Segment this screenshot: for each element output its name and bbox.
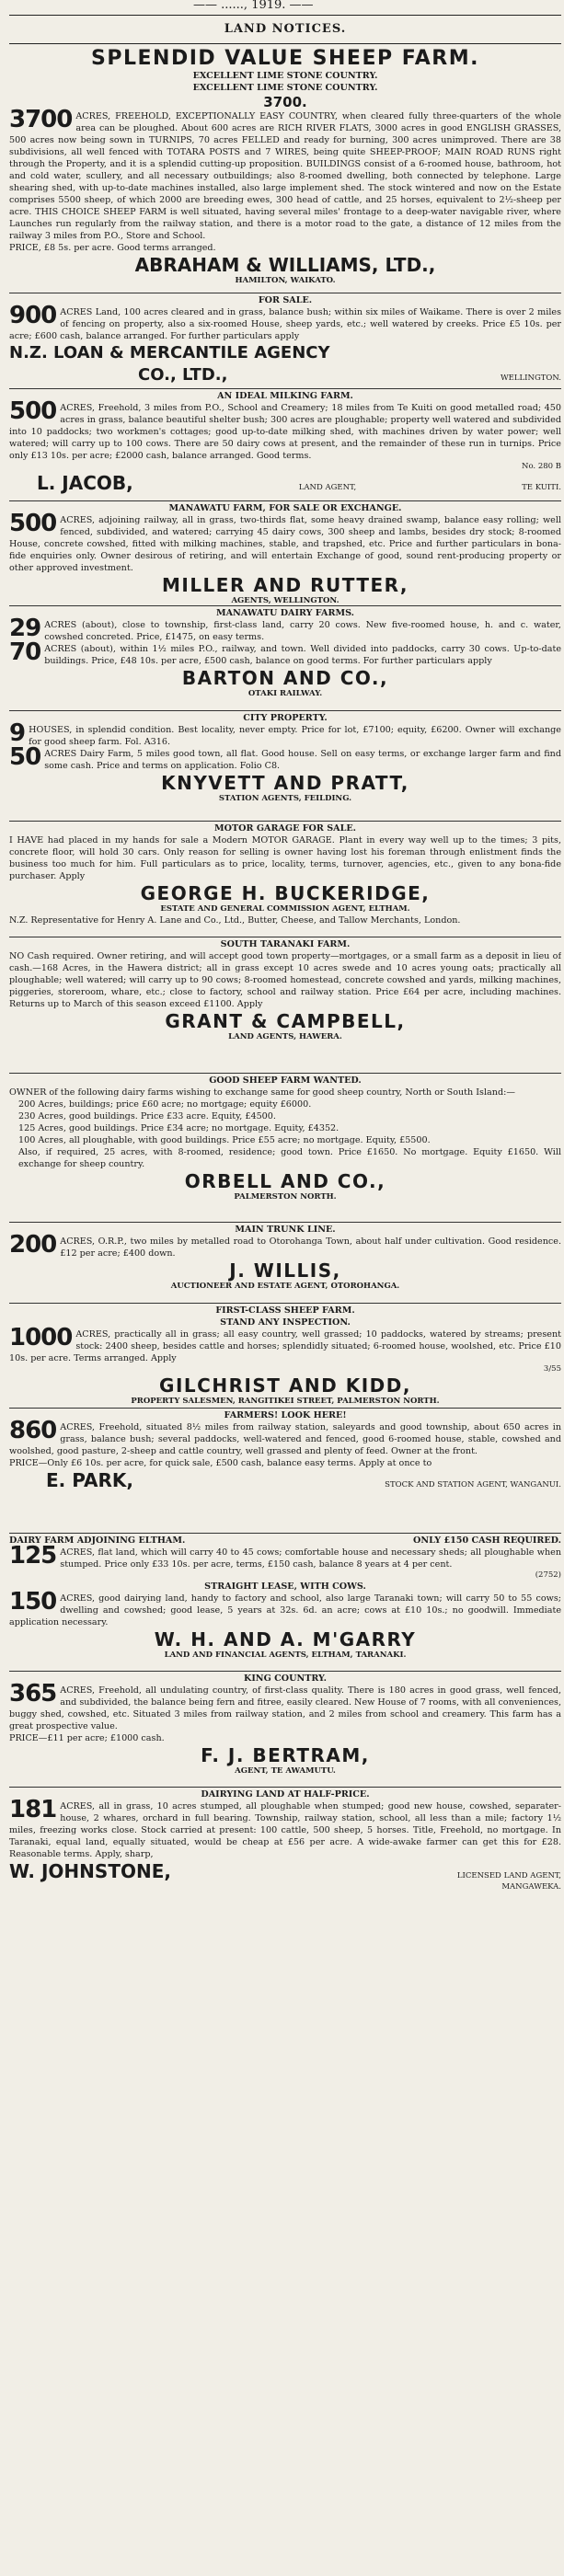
ad-place: STATION AGENTS, FEILDING. <box>218 794 352 803</box>
ad-agent: L. JACOB, <box>37 472 133 494</box>
ad-body: ACRES, Freehold, all undulating country, of first-class quality. There is 180 acres in good grass, well fenced, and subdivided, the balance being fern and fitree, easily cleared. New House of 7 rooms, with all conveniences, buggy shed, cowshed, etc. Situated 3 miles from railway station, and 2 miles from school and creamery. This farm has a great prospective value. <box>9 1685 561 1731</box>
ad-for-sale-nz-loan <box>9 294 561 389</box>
ad-subtitle: EXCELLENT LIME STONE COUNTRY. <box>192 83 378 93</box>
ad-body: I HAVE had placed in my hands for sale a Modern MOTOR GARAGE. Plant in every way well up to the times; 3 pits, concrete floor, will hold 30 cars. Only reason for selling is owner having lost his foreman through enlistment finds the business too much for him. Full particulars as to price, locality, terms, turnover, agencies, etc., given to any bona-fide purchaser. Apply <box>9 835 561 881</box>
ad-listing-line: 200 Acres, buildings; price £60 acre; no mortgage; equity £6000. <box>18 1099 312 1110</box>
ad-acreage: 9 <box>9 719 26 747</box>
ad-reference: (2752) <box>535 1570 561 1580</box>
ad-role: LICENSED LAND AGENT, <box>456 1871 561 1880</box>
ad-heading: MANAWATU DAIRY FARMS. <box>215 608 355 618</box>
ad-acreage: 125 <box>9 1542 57 1570</box>
ad-body: ACRES, adjoining railway, all in grass, two-thirds flat, some heavy drained swamp, balance easy rolling; well fenced, subdivided, and watered; carrying 45 dairy cows, 300 sheep and lambs, besides dry stock; 8-roomed House, concrete cowshed, fitted with milking machines, stable, and trapshed, etc. Price and further particulars in bona-fide enquiries only. Owner desirous of retiring, and will entertain Exchange of good, sound rent-producing property or other approved investment. <box>9 515 561 573</box>
ad-place: AGENTS, WELLINGTON. <box>231 596 340 605</box>
ad-subheading: STAND ANY INSPECTION. <box>220 1317 351 1328</box>
ad-first-class-sheep-farm <box>9 1305 561 1409</box>
ad-body: ACRES (about), within 1½ miles P.O., railway, and town. Well divided into paddocks, carry 30 cows. Up-to-date buildings. Price, £48 10s. per acre, £500 cash, balance on good terms. For further particulars apply <box>44 644 561 666</box>
ad-agent: ABRAHAM & WILLIAMS, LTD., <box>134 254 436 276</box>
ad-price: PRICE—Only £6 10s. per acre, for quick sale, £500 cash, balance easy terms. Apply at once to <box>9 1458 432 1468</box>
ad-heading: DAIRY FARM ADJOINING ELTHAM. <box>9 1535 186 1546</box>
ad-acreage: 29 <box>9 615 41 642</box>
ad-farmers-look-here <box>9 1409 561 1534</box>
ad-heading-right: ONLY £150 CASH REQUIRED. <box>413 1535 561 1546</box>
ad-role: ESTATE AND GENERAL COMMISSION AGENT, ELTHAM. <box>160 904 410 914</box>
ad-heading: FIRST-CLASS SHEEP FARM. <box>215 1305 355 1316</box>
ad-agent: BARTON AND CO., <box>181 667 389 689</box>
ad-price: PRICE, £8 5s. per acre. Good terms arranged. <box>9 243 216 253</box>
ad-figure: 3700. <box>263 94 307 110</box>
ad-place: PALMERSTON NORTH. <box>234 1192 337 1202</box>
ad-heading: MANAWATU FARM, FOR SALE OR EXCHANGE. <box>168 503 402 513</box>
ad-ideal-milking-farm <box>9 390 561 501</box>
ad-place: STOCK AND STATION AGENT, WANGANUI. <box>385 1480 561 1489</box>
ad-reference: 3/55 <box>543 1364 561 1374</box>
ad-agent: F. J. BERTRAM, <box>201 1744 370 1766</box>
ad-place: PROPERTY SALESMEN, RANGITIKEI STREET, PALMERSTON NORTH. <box>131 1397 440 1406</box>
ad-body: ACRES, Freehold, situated 8½ miles from railway station, saleyards and good township, about 650 acres in grass, balance bush; several paddocks, well-watered and fenced, good 6-roomed house, stable, cowshed and woolshed, good pasture, 2-sheep and cattle country, well grassed and plenty of feed. Owner at the front. <box>9 1422 561 1456</box>
ad-motor-garage <box>9 822 561 937</box>
page-header-fragment: —— ......, 1919. —— <box>193 0 314 12</box>
ad-acreage: 500 <box>9 510 57 537</box>
section-title: LAND NOTICES. <box>9 15 561 44</box>
ad-body: ACRES, FREEHOLD, EXCEPTIONALLY EASY COUNTRY, when cleared fully three-quarters of the whole area can be ploughed. About 600 acres are RICH RIVER FLATS, 3000 acres in good ENGLISH GRASSES, 500 acres now being sown in TURNIPS, 70 acres FELLED and ready for burning, 300 acres unimproved. There are 38 subdivisions, all well fenced with TOTARA POSTS and 7 WIRES, being quite SHEEP-PROOF; MAIN ROAD RUNS right through the Property, and it is a splendid cutting-up proposition. BUILDINGS consist of a 6-roomed house, bathroom, hot and cold water, scullery, and all necessary outbuildings; also 8-roomed dwelling, both connected by telephone. Large shearing shed, with up-to-date machines installed, also large implement shed. The stock wintered and now on the Estate comprises 5500 sheep, of which 2000 are breeding ewes, 300 head of cattle, and 25 horses, equivalent to 2½-sheep per acre. THIS CHOICE SHEEP FARM is well situated, having several miles' frontage to a deep-water navigable river, where Launches run regularly from the railway station, and there is a motor road to the gate, a distance of 12 miles from the railway 3 miles from P.O., Store and School. <box>9 111 561 241</box>
ad-agent-line2: CO., LTD., <box>138 365 228 385</box>
ad-reference: Folio C8. <box>239 761 281 771</box>
ad-body: ACRES (about), close to township, first-class land, carry 20 cows. New five-roomed house, h. and c. water, cowshed concreted. Price, £1475, on easy terms. <box>44 620 561 642</box>
ad-body: ACRES, flat land, which will carry 40 to 45 cows; comfortable house and necessary sheds; all ploughable when stumped. Price only £33 10s. per acre, terms, £150 cash, balance 8 years at 4 per cent. <box>60 1547 561 1570</box>
ad-body: OWNER of the following dairy farms wishing to exchange same for good sheep country, North or South Island:— <box>9 1087 515 1098</box>
ad-acreage: 50 <box>9 743 41 771</box>
ad-eltham-dairy-farm <box>9 1535 561 1672</box>
ad-place: LAND AND FINANCIAL AGENTS, ELTHAM, TARANAKI. <box>164 1650 407 1660</box>
ad-listing-line: 125 Acres, good buildings. Price £34 acre; no mortgage. Equity, £4352. <box>18 1123 340 1133</box>
ad-city-property <box>9 712 561 822</box>
ad-place: TE KUITI. <box>522 483 561 492</box>
ad-heading: AN IDEAL MILKING FARM. <box>217 391 353 401</box>
ad-acreage: 1000 <box>9 1324 73 1351</box>
ad-price: PRICE—£11 per acre; £1000 cash. <box>9 1733 165 1743</box>
ad-south-taranaki-farm <box>9 938 561 1074</box>
ad-acreage: 150 <box>9 1588 57 1616</box>
ad-heading: KING COUNTRY. <box>243 1673 328 1684</box>
ad-agent: KNYVETT AND PRATT, <box>161 772 409 794</box>
ad-heading: SOUTH TARANAKI FARM. <box>220 939 351 949</box>
ad-title: SPLENDID VALUE SHEEP FARM. <box>91 48 479 70</box>
ad-place: AGENT, TE AWAMUTU. <box>235 1766 336 1776</box>
ad-king-country <box>9 1673 561 1788</box>
ad-heading: GOOD SHEEP FARM WANTED. <box>209 1075 362 1086</box>
ad-body: ACRES, all in grass, 10 acres stumped, all ploughable when stumped; good new house, cowshed, separater-house, 2 whares, orchard in full bearing. Township, railway station, school, all less than a mile; factory 1½ miles, freezing works close. Stock carried at present: 100 cattle, 500 sheep, 5 horses. Title, Freehold, no mortgage. In Taranaki, equal land, equally situated, would be cheap at £56 per acre. A wide-awake farmer can get this for £28. Reasonable terms. Apply, sharp, <box>9 1801 561 1859</box>
ad-listing-line: 230 Acres, good buildings. Price £33 acre. Equity, £4500. <box>18 1111 276 1121</box>
ad-acreage: 3700 <box>9 106 73 133</box>
ad-body: ACRES, good dairying land, handy to factory and school, also large Taranaki town; will carry 50 to 55 cows; dwelling and cowshed; good lease, 5 years at 32s. 6d. an acre; cows at £10 10s.; no goodwill. Immediate application necessary. <box>9 1593 561 1627</box>
ad-acreage: 900 <box>9 302 57 329</box>
ad-agent: GILCHRIST AND KIDD, <box>159 1374 411 1397</box>
ad-manawatu-farm <box>9 502 561 606</box>
ad-acreage: 70 <box>9 638 41 666</box>
ad-subheading: STRAIGHT LEASE, WITH COWS. <box>204 1581 366 1592</box>
ad-splendid-sheep-farm <box>9 48 561 293</box>
ad-place: AUCTIONEER AND ESTATE AGENT, OTOROHANGA. <box>170 1282 400 1291</box>
ad-acreage: 365 <box>9 1680 57 1708</box>
ad-agent: MILLER AND RUTTER, <box>161 574 409 596</box>
ad-heading: MAIN TRUNK LINE. <box>235 1225 336 1235</box>
ad-agent: W. H. AND A. M'GARRY <box>154 1628 417 1650</box>
ad-place: HAMILTON, WAIKATO. <box>235 276 336 285</box>
ad-agent: GRANT & CAMPBELL, <box>165 1010 406 1032</box>
ad-acreage: 860 <box>9 1417 57 1444</box>
ad-body: ACRES, Freehold, 3 miles from P.O., School and Creamery; 18 miles from Te Kuiti on good metalled road; 450 acres in grass, balance beautiful shelter bush; 300 acres are ploughable; property well watered and subdivided into 10 paddocks; two workmen's cottages; good up-to-date milking shed, with machines driven by water power; well watered; will carry up to 100 cows. There are 50 dairy cows at present, and the remainder of these run in turnips. Price only £13 10s. per acre; £2000 cash, balance arranged. Good terms. <box>9 403 561 461</box>
ad-acreage: 500 <box>9 397 57 425</box>
ad-place: MANGAWEKA. <box>501 1882 561 1892</box>
ad-listing-line: 100 Acres, all ploughable, with good buildings. Price £55 acre; no mortgage. Equity, £5500. <box>18 1135 431 1145</box>
ad-reference: No. 280 B <box>522 462 561 471</box>
ad-acreage: 181 <box>9 1796 57 1823</box>
ad-agent: E. PARK, <box>46 1469 134 1491</box>
ad-sheep-farm-wanted <box>9 1075 561 1223</box>
ad-acreage: 200 <box>9 1231 57 1259</box>
ad-listing-line: Also, if required, 25 acres, with 8-roomed, residence; good town. Price £1650. No mortgage. Equity £1650. Will exchange for sheep country. <box>18 1147 561 1169</box>
ad-heading: FOR SALE. <box>258 295 313 305</box>
ad-body: ACRES Dairy Farm, 5 miles good town, all flat. Good house. Sell on easy terms, or exchange larger farm and find some cash. Price and terms on application. <box>44 749 561 771</box>
ad-body: NO Cash required. Owner retiring, and will accept good town property—mortgages, or a small farm as a deposit in lieu of cash.—168 Acres, in the Hawera district; all in grass except 10 acres swede and 10 acres young oats; practically all ploughable; well watered; will carry up to 90 cows; 8-roomed homestead, concrete cowshed and yards, milking machines, piggeries, storeroom, whare, etc.; close to factory, school and railway station. Price £64 per acre, including machines. Returns up to March of this season exceed £1100. Apply <box>9 951 561 1009</box>
ad-agent: J. WILLIS, <box>229 1259 341 1282</box>
ad-agent: N.Z. LOAN & MERCANTILE AGENCY <box>9 343 330 362</box>
ad-agent: ORBELL AND CO., <box>184 1170 386 1192</box>
ad-body: ACRES, practically all in grass; all easy country, well grassed; 10 paddocks, watered by streams; present stock: 2400 sheep, besides cattle and horses; splendidly situated; 6-roomed house, woolshed, etc. Price £10 10s. per acre. Terms arranged. Apply <box>9 1329 561 1363</box>
ad-place: OTAKI RAILWAY. <box>247 689 323 698</box>
ad-agent: GEORGE H. BUCKERIDGE, <box>140 882 431 904</box>
ad-heading: DAIRYING LAND AT HALF-PRICE. <box>201 1789 370 1800</box>
ad-note: N.Z. Representative for Henry A. Lane and Co., Ltd., Butter, Cheese, and Tallow Merchants, London. <box>9 915 461 926</box>
ad-role: LAND AGENT, <box>298 483 357 492</box>
ad-main-trunk-line <box>9 1224 561 1304</box>
ad-body: ACRES Land, 100 acres cleared and in grass, balance bush; within six miles of Waikame. There is over 2 miles of fencing on property, also a six-roomed House, sheep yards, etc.; well watered by creeks. Price £5 10s. per acre; £600 cash, balance arranged. For further particulars apply <box>9 307 561 341</box>
ad-dairying-land-half-price <box>9 1788 561 1917</box>
ad-body: HOUSES, in splendid condition. Best locality, never empty. Price for lot, £7100; equity, £6200. Owner will exchange for good sheep farm. Fol. A316. <box>29 725 561 747</box>
ad-heading: MOTOR GARAGE FOR SALE. <box>214 823 356 834</box>
ad-place: LAND AGENTS, HAWERA. <box>228 1032 342 1041</box>
ad-body: ACRES, O.R.P., two miles by metalled road to Otorohanga Town, about half under cultivation. Good residence. £12 per acre; £400 down. <box>60 1236 561 1259</box>
ad-heading: FARMERS! LOOK HERE! <box>224 1410 347 1420</box>
ad-subtitle: EXCELLENT LIME STONE COUNTRY. <box>192 71 378 81</box>
ad-manawatu-dairy-farms <box>9 607 561 711</box>
ad-place: WELLINGTON. <box>500 374 561 383</box>
ad-agent: W. JOHNSTONE, <box>9 1860 171 1882</box>
ad-heading: CITY PROPERTY. <box>243 713 328 723</box>
newspaper-page <box>9 0 561 2576</box>
